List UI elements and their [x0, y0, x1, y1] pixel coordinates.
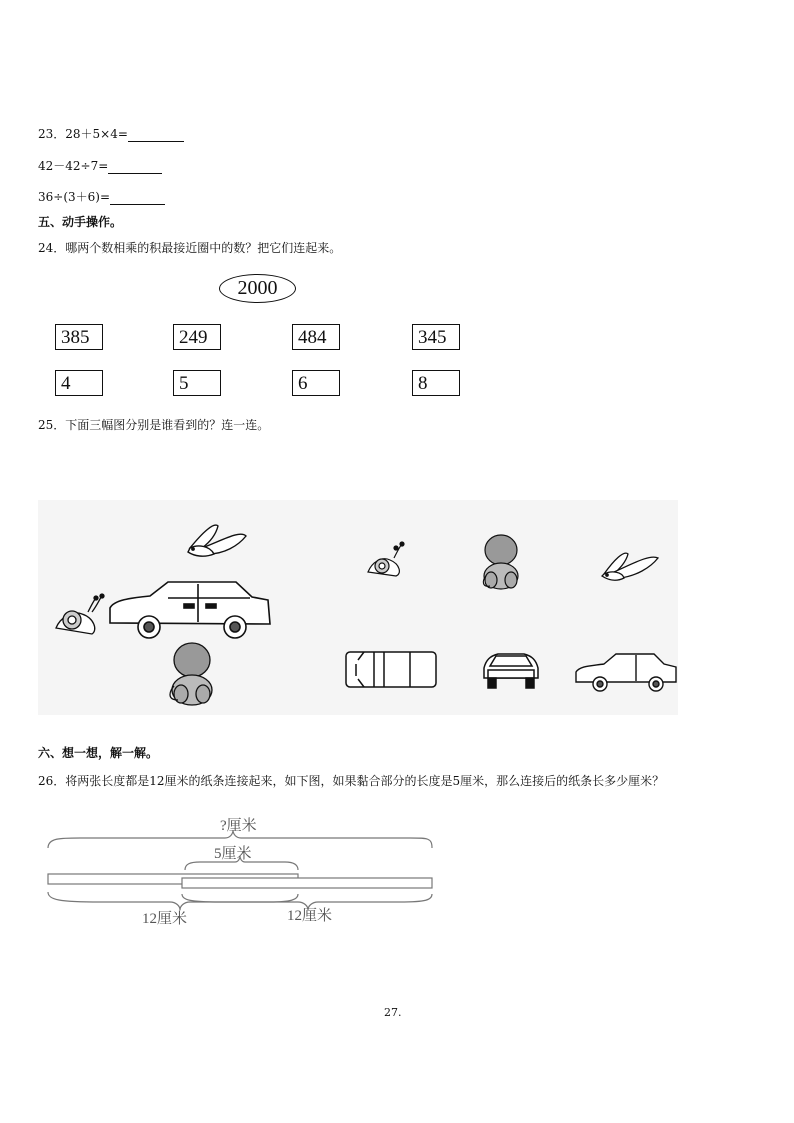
- top-number-box-3[interactable]: 484: [292, 324, 340, 350]
- target-oval: 2000: [219, 274, 296, 303]
- total-length-label: ?厘米: [220, 818, 257, 834]
- bottom-number-box-2[interactable]: 5: [173, 370, 221, 396]
- overlap-length-label: 5厘米: [214, 846, 252, 862]
- strip-right: [182, 878, 432, 888]
- q26-prompt: 26．将两张长度都是12厘米的纸条连接起来，如下图，如果黏合部分的长度是5厘米，那么连接后的纸条长多少厘米？: [38, 774, 665, 788]
- q23-line3: [38, 189, 165, 205]
- top-number-box-2[interactable]: 249: [173, 324, 221, 350]
- left-strip-label: 12厘米: [142, 911, 188, 927]
- top-number-box-1[interactable]: 385: [55, 324, 103, 350]
- bottom-number-box-4[interactable]: 8: [412, 370, 460, 396]
- answer-blank-3[interactable]: [110, 192, 165, 205]
- bottom-number-box-3[interactable]: 6: [292, 370, 340, 396]
- answer-blank-2[interactable]: [108, 161, 162, 174]
- bottom-number-box-1[interactable]: 4: [55, 370, 103, 396]
- right-strip-label: 12厘米: [287, 908, 333, 924]
- q23-line1: [38, 126, 184, 142]
- section-5-title: 五、动手操作。: [38, 215, 123, 229]
- q25-prompt: 25．下面三幅图分别是谁看到的？连一连。: [38, 418, 270, 432]
- top-number-box-4[interactable]: 345: [412, 324, 460, 350]
- q23-expression-2: 42－42÷7=: [38, 159, 109, 173]
- section-6-title: 六、想一想，解一解。: [38, 746, 159, 760]
- q23-expression-3: 36÷(3＋6)=: [38, 190, 111, 204]
- q23-expression-1: 23．28＋5×4=: [38, 127, 128, 141]
- car-top-view-icon: [346, 652, 436, 687]
- q24-prompt: 24．哪两个数相乘的积最接近圈中的数？把它们连起来。: [38, 241, 342, 255]
- answer-blank-1[interactable]: [128, 129, 184, 142]
- q23-line2: [38, 158, 162, 174]
- page-number: 27.: [384, 1006, 402, 1019]
- q25-figure: [38, 500, 678, 715]
